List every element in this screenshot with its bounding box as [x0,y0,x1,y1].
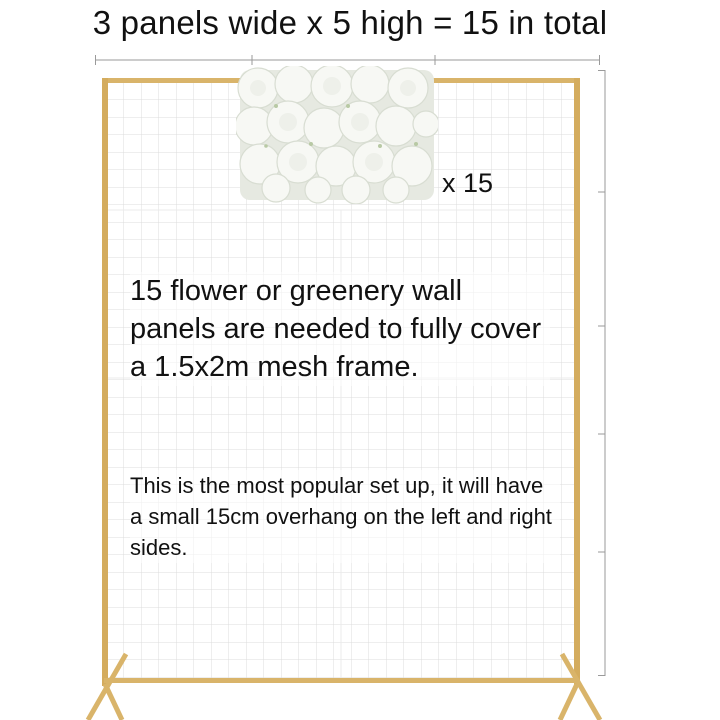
quantity-label: x 15 [442,168,494,198]
page-title: 3 panels wide x 5 high = 15 in total [92,4,608,41]
frame-left-post [102,78,108,686]
frame-bottom-bar [104,678,578,683]
frame-left-foot [105,684,122,720]
frame-right-post [574,78,580,686]
setup-note-text: This is the most popular set up, it will have a small 15cm overhang on the left and right sides. [130,470,560,563]
headline-text: 15 flower or greenery wall panels are needed to fully cover a 1.5x2m mesh frame. [130,272,550,386]
flower-panel-icon [236,66,438,204]
frame-right-foot [560,684,577,720]
frame-right-foot [562,654,600,720]
